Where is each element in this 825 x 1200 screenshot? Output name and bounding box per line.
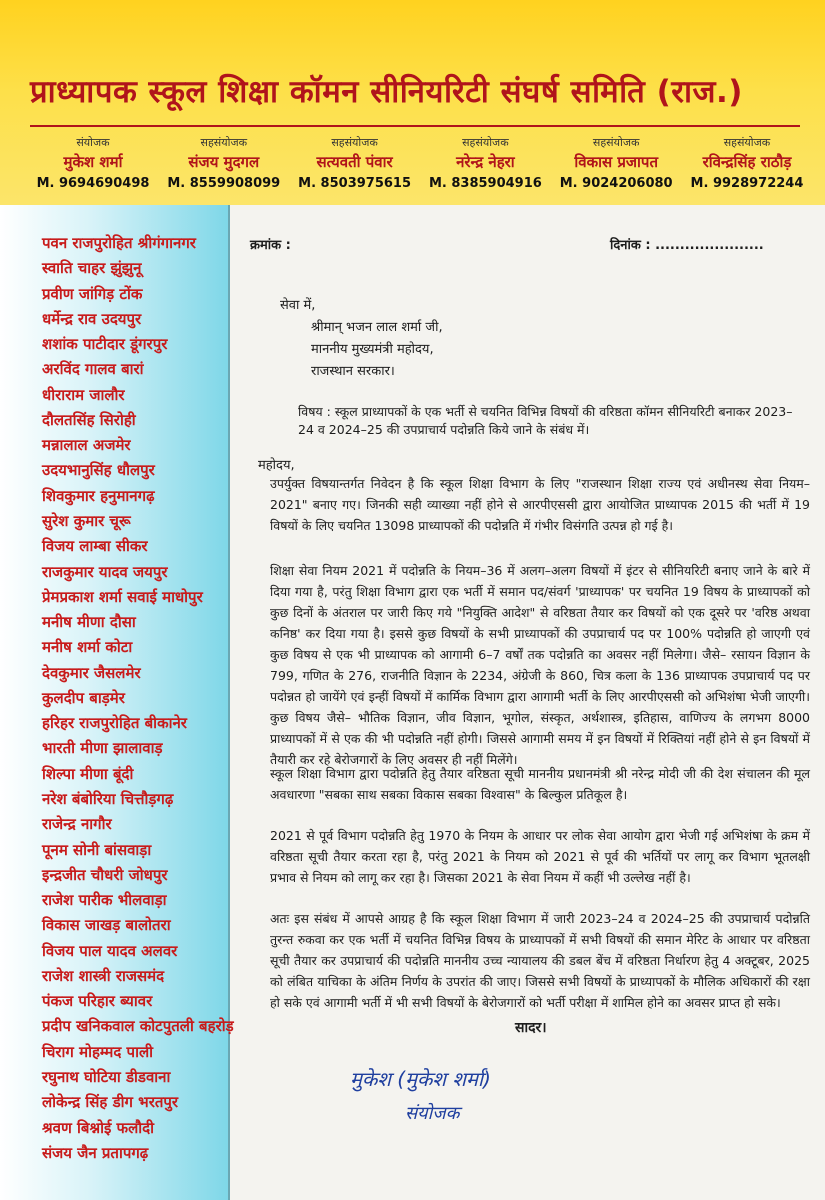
member-item: राजेश पारीक भीलवाड़ा	[42, 891, 167, 909]
paragraph: 2021 से पूर्व विभाग पदोन्नति हेतु 1970 के नियम के आधार पर लोक सेवा आयोग द्वारा भेजी गई अभिशंषा के क्रम में वरिष्ठता सूची तैयार करता रहा है, परंतु 2021 के नियम को 2021 से पूर्व की भर्तियों पर लागू कर विभाग भूतलक्षी प्रभाव से नियम को लागू कर रहा है। जिसका 2021 के सेवा नियम में कहीं भी उल्लेख नहीं है।	[270, 828, 810, 885]
member-item: देवकुमार जैसलमेर	[42, 664, 141, 682]
officer-name: मुकेश शर्मा	[63, 153, 123, 171]
handwritten-signature: मुकेश (मुकेश शर्मा)	[350, 1067, 491, 1091]
member-item: प्रवीण जांगिड़ टोंक	[42, 285, 143, 303]
member-item: अरविंद गालव बारां	[42, 360, 144, 378]
member-item: उदयभानुसिंह धौलपुर	[42, 461, 155, 479]
officer-mobile: M. 8503975615	[298, 176, 412, 191]
member-item: प्रदीप खनिकवाल कोटपुतली बहरोड़	[42, 1017, 234, 1035]
officer-role: सहसंयोजक	[592, 136, 640, 149]
member-sidebar	[0, 205, 234, 1200]
officer-mobile: M. 9928972244	[690, 176, 804, 191]
officer-co-convener-1	[161, 135, 287, 200]
reference-row	[250, 235, 810, 253]
officer-mobile: M. 8385904916	[428, 176, 542, 191]
letterhead-header	[0, 0, 825, 205]
member-item: विजय पाल यादव अलवर	[42, 942, 178, 960]
member-item: पूनम सोनी बांसवाड़ा	[42, 841, 152, 859]
officer-role: संयोजक	[76, 136, 110, 149]
signature	[350, 1065, 491, 1124]
salutation: महोदय,	[258, 458, 295, 473]
officer-role: सहसंयोजक	[723, 136, 771, 149]
officer-mobile: M. 8559908099	[167, 176, 281, 191]
member-item: स्वाति चाहर झुंझुनू	[42, 259, 142, 277]
member-item: पवन राजपुरोहित श्रीगंगानगर	[42, 234, 196, 252]
reference-number-label: क्रमांक :	[250, 238, 291, 253]
member-item: लोकेन्द्र सिंह डीग भरतपुर	[42, 1093, 179, 1111]
member-item: प्रेमप्रकाश शर्मा सवाई माधोपुर	[42, 588, 203, 606]
officer-mobile: M. 9024206080	[559, 176, 673, 191]
officer-convener	[30, 135, 156, 200]
subject-line: विषय : स्कूल प्राध्यापकों के एक भर्ती से चयनित विभिन्न विषयों की वरिष्ठता कॉमन सीनियरिटी बनाकर 2023–24 व 2024–25 की उपप्राचार्य पदोन्नति किये जाने के संबंध में।	[298, 404, 793, 437]
member-item: कुलदीप बाड़मेर	[42, 689, 125, 707]
officer-co-convener-2	[292, 135, 418, 200]
officer-name: नरेन्द्र नेहरा	[456, 153, 515, 171]
header-divider	[30, 125, 800, 127]
officer-name: विकास प्रजापत	[574, 153, 658, 171]
closing: सादर।	[515, 1020, 547, 1036]
officer-role: सहसंयोजक	[331, 136, 378, 149]
member-item: राजेन्द्र नागौर	[42, 815, 112, 833]
address-block	[280, 295, 443, 383]
member-item: विकास जाखड़ बालोतरा	[42, 916, 171, 934]
member-item: शिल्पा मीणा बूंदी	[42, 765, 134, 783]
officer-co-convener-5	[684, 135, 810, 200]
officer-role: सहसंयोजक	[462, 136, 509, 149]
address-line: श्रीमान् भजन लाल शर्मा जी,	[311, 320, 443, 335]
paragraph: उपर्युक्त विषयान्तर्गत निवेदन है कि स्कूल शिक्षा विभाग के लिए "राजस्थान शिक्षा राज्य एवं अधीनस्थ सेवा नियम–2021" बनाए गए। जिनकी सही व्याख्या नहीं होने से आरपीएससी द्वारा आयोजित प्राध्यापक 2015 की भर्ती में 19 विषयों के लिए चयनित 13098 प्राध्यापकों की पदोन्नति में गंभीर विसंगति उत्पन्न हो गई है।	[270, 476, 810, 533]
member-item: राजकुमार यादव जयपुर	[42, 563, 168, 581]
member-item: रघुनाथ घोटिया डीडवाना	[42, 1068, 171, 1086]
member-item: सुरेश कुमार चूरू	[42, 512, 131, 530]
member-item: संजय जैन प्रतापगढ़	[42, 1144, 149, 1162]
address-line: माननीय मुख्यमंत्री महोदय,	[311, 342, 434, 357]
officer-co-convener-4	[553, 135, 679, 200]
member-item: श्रवण बिश्नोई फलौदी	[42, 1119, 155, 1137]
member-item: नरेश बंबोरिया चित्तौड़गढ़	[42, 790, 174, 808]
member-item: धर्मेन्द्र राव उदयपुर	[42, 310, 142, 328]
officer-co-convener-3	[422, 135, 548, 200]
member-item: शिवकुमार हनुमानगढ़	[42, 487, 155, 505]
officer-name: संजय मुदगल	[188, 153, 260, 171]
member-item: दौलतसिंह सिरोही	[42, 411, 136, 429]
paragraph: अतः इस संबंध में आपसे आग्रह है कि स्कूल शिक्षा विभाग में जारी 2023–24 व 2024–25 की उपप्राचार्य पदोन्नति तुरन्त रुकवा कर एक भर्ती में चयनित विभिन्न विषय के प्राध्यापकों में सभी विषयों की समान मेरिट के आधार पर वरिष्ठता सूची तैयार कर उपप्राचार्य की पदोन्नति माननीय उच्च न्यायालय की डबल बेंच में वरिष्ठता निर्धारण हेतु 4 अक्टूबर, 2025 को लंबित याचिका के अंतिम निर्णय के उपरांत की जाए। जिससे सभी विषयों के प्राध्यापकों के मौलिक अधिकारों की रक्षा हो सके एवं आगामी भर्ती में भी सभी विषयों के बेरोजगारों को भर्ती परीक्षा में शामिल होने का अवसर प्राप्त हो सके।	[270, 911, 810, 1010]
member-item: शशांक पाटीदार डूंगरपुर	[42, 335, 168, 353]
paragraph: स्कूल शिक्षा विभाग द्वारा पदोन्नति हेतु तैयार वरिष्ठता सूची माननीय प्रधानमंत्री श्री नरेन्द्र मोदी जी की देश संचालन की मूल अवधारणा "सबका साथ सबका विकास सबका विश्वास" के बिल्कुल प्रतिकूल है।	[270, 766, 810, 802]
member-item: विजय लाम्बा सीकर	[42, 537, 148, 555]
date-label: दिनांक : ......................	[610, 238, 764, 253]
member-item: चिराग मोहम्मद पाली	[42, 1043, 154, 1061]
member-item: इन्द्रजीत चौधरी जोधपुर	[42, 866, 168, 884]
officer-name: सत्यवती पंवार	[316, 153, 393, 171]
address-line: राजस्थान सरकार।	[311, 364, 395, 379]
member-item: मन्नालाल अजमेर	[42, 436, 131, 454]
officer-mobile: M. 9694690498	[36, 176, 150, 191]
paragraph: शिक्षा सेवा नियम 2021 में पदोन्नति के नियम–36 में अलग–अलग विषयों में इंटर से सीनियरिटी बनाए जाने के बारे में दिया गया है, परंतु शिक्षा विभाग द्वारा एक भर्ती में समान पद/संवर्ग 'प्राध्यापक' पर चयनित 19 विषय के प्राध्यापकों को कुछ दिनों के अंतराल पर जारी किए गये "नियुक्ति आदेश" से वरिष्ठता तैयार कर विषयों को एक दूसरे पर 'वरिष्ठ अथवा कनिष्ठ' कर दिया गया है। इससे कुछ विषयों के सभी प्राध्यापकों की उपप्राचार्य पद पर 100% पदोन्नति हो जाएगी एवं कुछ विषय से एक भी प्राध्यापक को आगामी 6–7 वर्षों तक पदोन्नति का अवसर नहीं मिलेगा। जैसे– रसायन विज्ञान के 799, गणित के 276, राजनीति विज्ञान के 2234, अंग्रेजी के 860, चित्र कला के 136 प्राध्यापक उपप्राचार्य पद पर पदोन्नत हो जायेंगे एवं इन्हीं विषयों में कार्मिक विभाग द्वारा आगामी भर्ती के लिए आरपीएससी को अभिशंषा भेजी जाएगी। कुछ विषय जैसे– भौतिक विज्ञान, जीव विज्ञान, भूगोल, संस्कृत, अर्थशास्त्र, इतिहास, वाणिज्य के लगभग 8000 प्राध्यापकों में से एक की भी पदोन्नति नहीं होगी। जिससे आगामी समय में इन विषयों में रिक्तियां नहीं होने से इन विषयों में तैयारी कर रहे बेरोजगारों के लिए अवसर ही नहीं मिलेंगे।	[270, 563, 810, 767]
officer-name: रविन्द्रसिंह राठौड़	[702, 153, 792, 171]
officer-role: सहसंयोजक	[200, 136, 248, 149]
organization-title: प्राध्यापक स्कूल शिक्षा कॉमन सीनियरिटी संघर्ष समिति (राज.)	[30, 74, 743, 110]
officers-row	[30, 135, 810, 200]
address-line: सेवा में,	[280, 298, 316, 313]
member-item: मनीष शर्मा कोटा	[42, 638, 133, 656]
member-item: धीराराम जालौर	[42, 386, 125, 404]
member-item: मनीष मीणा दौसा	[42, 613, 136, 631]
member-item: हरिहर राजपुरोहित बीकानेर	[42, 714, 187, 732]
signatory-role: संयोजक	[405, 1103, 460, 1124]
member-item: भारती मीणा झालावाड़	[42, 739, 163, 757]
member-item: राजेश शास्त्री राजसमंद	[42, 967, 165, 985]
member-item: पंकज परिहार ब्यावर	[42, 992, 153, 1010]
